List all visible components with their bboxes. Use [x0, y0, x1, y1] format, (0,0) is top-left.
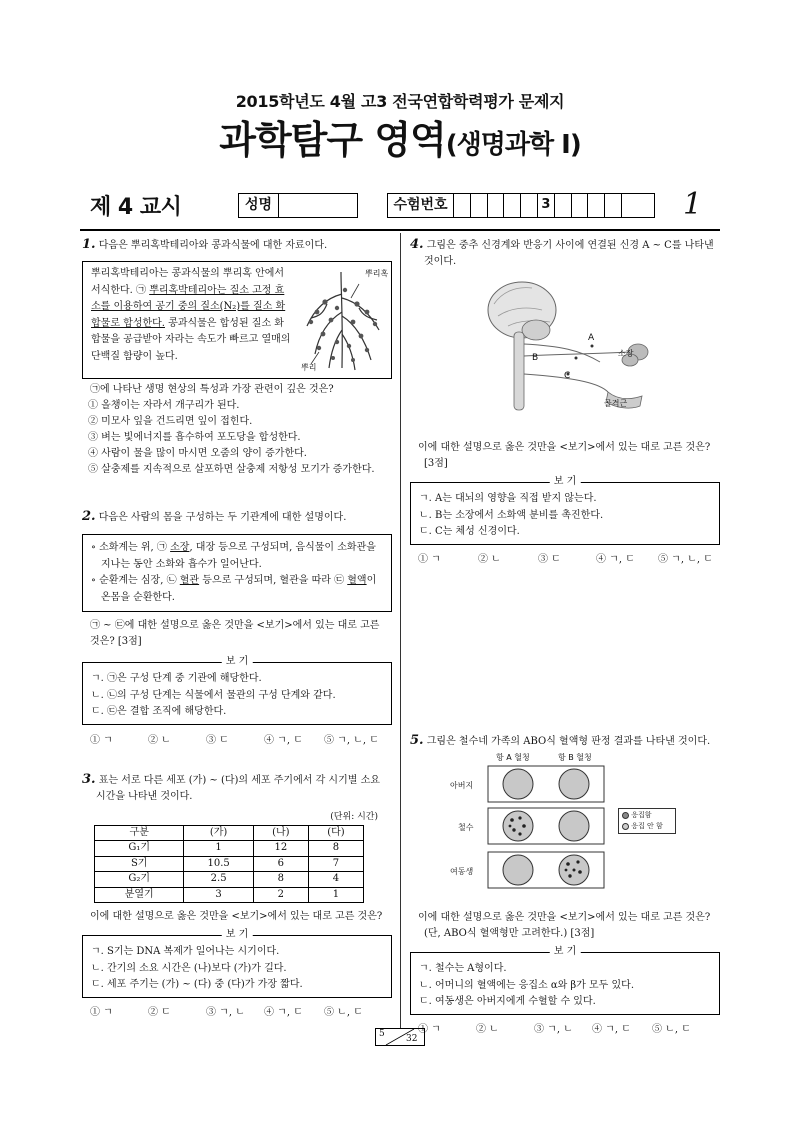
agglutination-icon [622, 812, 629, 819]
q5-figure [410, 752, 720, 890]
q5-choice-1[interactable]: ① ㄱ [418, 1023, 441, 1035]
exam-number-cell[interactable] [588, 194, 605, 217]
table-row [95, 856, 364, 872]
q2-choice-5[interactable]: ⑤ ㄱ, ㄴ, ㄷ [324, 734, 379, 746]
q3-choice-1[interactable]: ① ㄱ [90, 1006, 113, 1018]
nervous-system-figure [480, 274, 680, 412]
q2-bogi-item: ㄱ. ㉠은 구성 단계 중 기관에 해당한다. [91, 673, 262, 684]
q4-label-c: C [564, 371, 571, 381]
q1-option-4[interactable]: ④ 사람이 물을 많이 마시면 오줌의 양이 증가한다. [88, 448, 307, 459]
q2-line1-underlined: 소장 [170, 542, 190, 553]
q3-header-cell: (가) [184, 825, 253, 841]
q2-choice-2[interactable]: ② ㄴ [148, 734, 171, 746]
q5-legend-none: 응집 안 함 [631, 822, 663, 830]
q3-cell: G₂기 [95, 872, 184, 888]
q5-choice-2[interactable]: ② ㄴ [476, 1023, 499, 1035]
q2-line1-b: , 대장 등으로 구성되며, 음식물이 소화관을 지나는 동안 소화와 흡수가 일어난다. [101, 542, 376, 570]
q4-choice-3[interactable]: ③ ㄷ [538, 553, 561, 565]
table-row [95, 872, 364, 888]
q5-number: 5. [410, 733, 424, 748]
q4-bogi-item: ㄷ. C는 체성 신경이다. [419, 526, 520, 537]
question-3 [82, 772, 392, 1021]
exam-number-cell[interactable] [605, 194, 622, 217]
q2-bogi-item: ㄷ. ㉢은 결합 조직에 해당한다. [91, 706, 227, 717]
blood-test-figure [486, 764, 606, 890]
q3-bogi-item: ㄴ. 간기의 소요 시간은 (나)보다 (가)가 길다. [91, 962, 287, 974]
q1-question: ㉠에 나타난 생명 현상의 특성과 가장 관련이 깊은 것은? [90, 384, 334, 395]
q3-cell: 1 [184, 841, 253, 857]
q5-row-sister: 여동생 [450, 867, 474, 876]
page-number: 1 [683, 187, 703, 222]
q3-header-cell: (나) [253, 825, 308, 841]
q4-choices [410, 552, 720, 568]
q2-line2-b: 등으로 구성되며, 혈관을 따라 ㉢ [199, 575, 348, 586]
q4-bogi-item: ㄴ. B는 소장에서 소화액 분비를 촉진한다. [419, 509, 604, 521]
q3-bogi-box [82, 929, 392, 998]
page-current: 5 [379, 1029, 385, 1039]
q5-legend [618, 808, 676, 834]
q4-bogi-item: ㄱ. A는 대뇌의 영향을 직접 받지 않는다. [419, 493, 597, 504]
q1-number: 1. [82, 237, 96, 252]
no-agglutination-icon [622, 823, 629, 830]
q5-question: 이에 대한 설명으로 옳은 것만을 <보기>에서 있는 대로 고른 것은? (단, ABO식 혈액형만 고려한다.) [3점] [418, 912, 711, 939]
q3-number: 3. [82, 772, 96, 787]
q1-passage-post: 콩과식물은 합성된 질소 화합물을 공급받아 자라는 속도가 빠르고 열매의 단백질 함량이 높다. [91, 317, 291, 362]
q4-figure [410, 274, 720, 412]
q5-choices [410, 1022, 720, 1038]
question-1 [82, 237, 392, 478]
q2-choice-4[interactable]: ④ ㄱ, ㄷ [264, 734, 303, 746]
q1-label-root: 뿌리 [301, 363, 317, 372]
exam-number-cell[interactable]: 3 [538, 194, 555, 217]
q2-choices [82, 733, 392, 749]
q3-cell: 12 [253, 841, 308, 857]
q4-choice-1[interactable]: ① ㄱ [418, 553, 441, 565]
question-2 [82, 509, 392, 749]
q4-stem: 그림은 중추 신경계와 반응기 사이에 연결된 신경 A ~ C를 나타낸 것이다. [424, 240, 714, 267]
q3-cell: 8 [308, 841, 363, 857]
q3-table [94, 825, 364, 904]
exam-number-cell[interactable] [471, 194, 488, 217]
q1-label-nodule: 뿌리혹 [365, 269, 389, 278]
header-rule [80, 229, 720, 231]
q1-option-3[interactable]: ③ 벼는 빛에너지를 흡수하여 포도당을 합성한다. [88, 432, 301, 443]
q5-col-b: 항 B 혈청 [558, 753, 592, 762]
q1-passage-pre: 뿌리혹박테리아는 콩과식물의 뿌리혹 안에서 서식한다. ㉠ [91, 268, 285, 296]
q3-choice-3[interactable]: ③ ㄱ, ㄴ [206, 1006, 245, 1018]
q3-choice-4[interactable]: ④ ㄱ, ㄷ [264, 1006, 303, 1018]
q3-question: 이에 대한 설명으로 옳은 것만을 <보기>에서 있는 대로 고른 것은? [90, 911, 383, 922]
q4-number: 4. [410, 237, 424, 252]
q2-line2-c: 이 온몸을 순환한다. [101, 575, 377, 603]
q2-question: ㉠ ~ ㉢에 대한 설명으로 옳은 것만을 <보기>에서 있는 대로 고른 것은? [3점] [90, 620, 380, 647]
q5-stem: 그림은 철수네 가족의 ABO식 혈액형 판정 결과를 나타낸 것이다. [426, 736, 711, 747]
q4-bogi-title: 보 기 [550, 475, 581, 489]
q3-choices [82, 1005, 392, 1021]
q2-line2-underlined-2: 혈액 [347, 575, 367, 586]
period-label: 제 4 교시 [90, 195, 182, 220]
q5-bogi-item: ㄴ. 어머니의 혈액에는 응집소 α와 β가 모두 있다. [419, 979, 635, 991]
page-total: 32 [406, 1034, 418, 1044]
q5-bogi-item: ㄱ. 철수는 A형이다. [419, 963, 507, 974]
exam-number-cell[interactable] [555, 194, 572, 217]
q3-cell: 3 [184, 887, 253, 903]
q3-bogi-title: 보 기 [222, 928, 253, 942]
q4-label-b: B [532, 353, 539, 363]
table-row [95, 841, 364, 857]
q3-bogi-item: ㄷ. 세포 주기는 (가) ~ (다) 중 (다)가 가장 짧다. [91, 979, 303, 990]
q1-option-5[interactable]: ⑤ 살충제를 지속적으로 살포하면 살충제 저항성 모기가 증가한다. [88, 464, 375, 475]
q5-bogi-box [410, 946, 720, 1015]
q3-cell: 2.5 [184, 872, 253, 888]
exam-number-cell[interactable] [454, 194, 471, 217]
q2-line2-a: ∘ 순환계는 심장, ㉡ [91, 575, 180, 586]
q4-label-intestine: 소장 [618, 349, 634, 358]
q5-legend-agg: 응집함 [631, 811, 652, 819]
q5-col-a: 항 A 혈청 [496, 753, 530, 762]
q2-passage-box [82, 534, 392, 612]
q3-cell: G₁기 [95, 841, 184, 857]
q3-cell: 6 [253, 856, 308, 872]
q3-choice-2[interactable]: ② ㄷ [148, 1006, 171, 1018]
q3-cell: 8 [253, 872, 308, 888]
q4-choice-2[interactable]: ② ㄴ [478, 553, 501, 565]
q2-choice-1[interactable]: ① ㄱ [90, 734, 113, 746]
exam-number-cell[interactable] [504, 194, 521, 217]
exam-number-cell[interactable] [572, 194, 589, 217]
q1-option-2[interactable]: ② 미모사 잎을 건드리면 잎이 접힌다. [88, 416, 253, 427]
q5-choice-5[interactable]: ⑤ ㄴ, ㄷ [652, 1023, 691, 1035]
q1-option-1[interactable]: ① 올챙이는 자라서 개구리가 된다. [88, 400, 240, 411]
exam-supertitle: 2015학년도 4월 고3 전국연합학력평가 문제지 [235, 92, 565, 111]
q2-bogi-box [82, 656, 392, 725]
name-field[interactable] [238, 193, 358, 218]
q3-header-cell: 구분 [95, 825, 184, 841]
q3-header-cell: (다) [308, 825, 363, 841]
q4-label-a: A [588, 333, 595, 343]
question-5 [410, 733, 720, 1038]
q1-passage-underlined: 뿌리혹박테리아는 질소 고정 효소를 이용하여 공기 중의 질소(N₂)를 질소 화합물로 합성한다. [91, 284, 286, 329]
q3-stem: 표는 서로 다른 세포 (가) ~ (다)의 세포 주기에서 각 시기별 소요 시간을 나타낸 것이다. [96, 775, 380, 802]
exam-number-cell[interactable] [521, 194, 538, 217]
q2-choice-3[interactable]: ③ ㄷ [206, 734, 229, 746]
page-counter [375, 1028, 425, 1046]
q4-question: 이에 대한 설명으로 옳은 것만을 <보기>에서 있는 대로 고른 것은? [3점] [418, 442, 711, 469]
exam-title-sub: (생명과학 Ⅰ) [445, 130, 581, 160]
q2-bogi-item: ㄴ. ㉡의 구성 단계는 식물에서 물관의 구성 단계와 같다. [91, 689, 336, 701]
q5-row-father: 아버지 [450, 781, 474, 790]
q3-cell: S기 [95, 856, 184, 872]
q3-cell: 2 [253, 887, 308, 903]
q3-table-header [95, 825, 364, 841]
q2-number: 2. [82, 509, 96, 524]
q1-passage-box [82, 261, 392, 379]
exam-title-main: 과학탐구 영역 [219, 118, 446, 162]
q2-stem: 다음은 사람의 몸을 구성하는 두 기관계에 대한 설명이다. [98, 512, 347, 523]
q5-bogi-title: 보 기 [550, 945, 581, 959]
q4-label-muscle: 골격근 [604, 399, 628, 408]
exam-title [0, 118, 800, 164]
q1-stem: 다음은 뿌리혹박테리아와 콩과식물에 대한 자료이다. [98, 240, 328, 251]
q3-cell: 분열기 [95, 887, 184, 903]
q2-line1-a: ∘ 소화계는 위, ㉠ [91, 542, 171, 553]
table-row [95, 887, 364, 903]
exam-number-label: 수험번호 [388, 194, 454, 217]
name-label: 성명 [239, 194, 279, 217]
exam-number-cell[interactable] [488, 194, 505, 217]
q5-row-cheolsu: 철수 [458, 823, 474, 832]
column-divider [400, 233, 401, 1028]
q4-bogi-box [410, 476, 720, 545]
question-4 [410, 237, 720, 568]
exam-number-cell[interactable] [622, 194, 639, 217]
q4-choice-5[interactable]: ⑤ ㄱ, ㄴ, ㄷ [658, 553, 713, 565]
q2-line2-underlined-1: 혈관 [179, 575, 200, 586]
q5-choice-4[interactable]: ④ ㄱ, ㄷ [592, 1023, 631, 1035]
q3-unit: (단위: 시간) [330, 812, 378, 822]
q2-bogi-title: 보 기 [222, 655, 253, 669]
q3-bogi-item: ㄱ. S기는 DNA 복제가 일어나는 시기이다. [91, 946, 280, 957]
q3-choice-5[interactable]: ⑤ ㄴ, ㄷ [324, 1006, 363, 1018]
name-input[interactable] [279, 194, 357, 217]
q5-bogi-item: ㄷ. 여동생은 아버지에게 수혈할 수 있다. [419, 996, 596, 1007]
q3-cell: 7 [308, 856, 363, 872]
q4-choice-4[interactable]: ④ ㄱ, ㄷ [596, 553, 635, 565]
q3-cell: 1 [308, 887, 363, 903]
exam-number-field[interactable] [387, 193, 655, 218]
q5-choice-3[interactable]: ③ ㄱ, ㄴ [534, 1023, 573, 1035]
q3-cell: 4 [308, 872, 363, 888]
q3-cell: 10.5 [184, 856, 253, 872]
